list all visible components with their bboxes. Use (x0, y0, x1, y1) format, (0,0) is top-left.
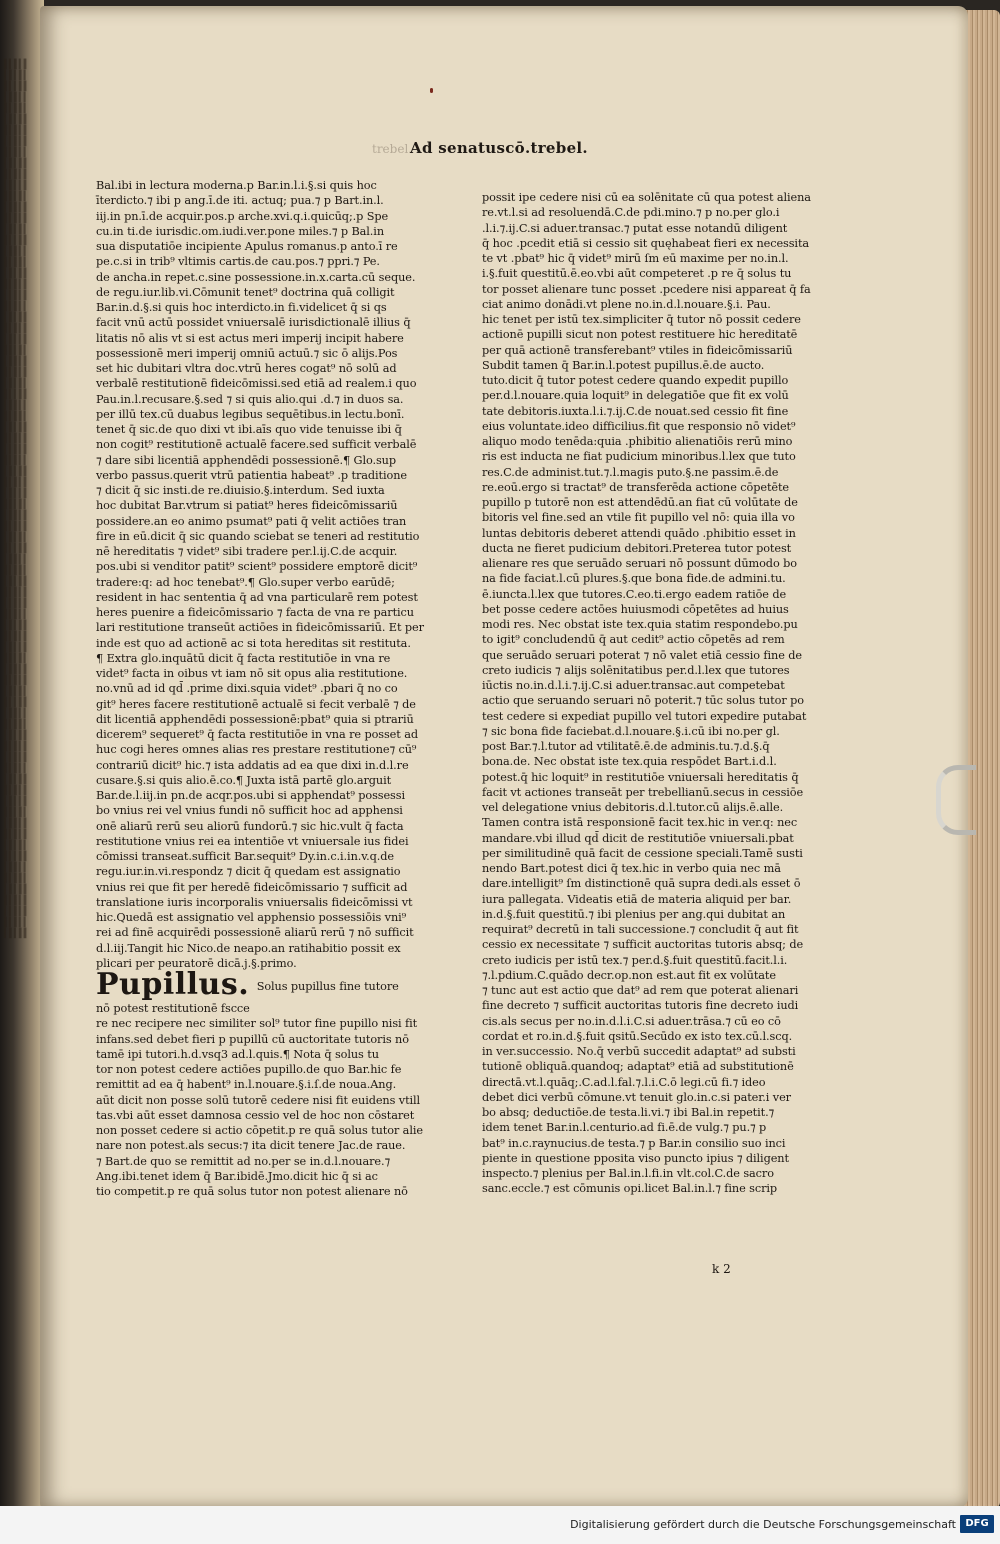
footer-bar (0, 1506, 1000, 1544)
text-line: dit licentiā apphendēdi possessionē:pbat⁹ quia si ptrariū (96, 712, 414, 726)
text-line: Tamen contra istā responsionē facit tex.hic in ver.q: nec (482, 816, 798, 830)
previous-page-edge (0, 0, 44, 1506)
text-line: na fide faciat.l.cū plures.§.que bona fide.de admini.tu. (482, 572, 786, 586)
text-line: non cogit⁹ restitutionē actualē facere.sed sufficit verbalē (96, 438, 417, 452)
text-line: Subdit tamen q̄ Bar.in.l.potest pupillus.ē.de aucto. (482, 358, 765, 372)
text-line: tio competit.p re quā solus tutor non potest alienare nō (96, 1185, 408, 1198)
text-line: restitutione vnius rei ea intentiōe vt vniuersale ius fidei (96, 834, 409, 848)
text-line: potest.q̄ hic loquit⁹ in restitutiōe vniuersali hereditatis q̄ (482, 770, 799, 784)
text-line: translatione iuris incorporalis vniuersalis fideicōmissi vt (96, 895, 413, 909)
text-line: re nec recipere nec similiter sol⁹ tutor fine pupillo nisi fit (96, 1017, 418, 1031)
text-line: cu.in ti.de iurisdic.om.iudi.ver.pone miles.⁊ p Bal.in (96, 224, 384, 238)
left-column-lines (96, 178, 424, 971)
text-line: que seruādo seruari poterat ⁊ nō valet etiā cessio fine de (482, 648, 802, 662)
text-line: infans.sed debet fieri p pupillū cū auctoritate tutoris nō (96, 1032, 409, 1046)
text-line: ris est inducta ne fiat pudicium minoribus.l.lex que tuto (482, 450, 796, 464)
text-line: re.vt.l.si ad resoluendā.C.de pdi.mino.⁊ p no.per glo.i (482, 206, 780, 220)
text-line: tuto.dicit q̄ tutor potest cedere quando expedit pupillo (482, 374, 789, 387)
text-line: onē aliarū rerū seu aliorū fundorū.⁊ sic hic.vult q̄ facta (96, 819, 404, 833)
text-line: tate debitoris.iuxta.l.i.⁊.ij.C.de nouat.sed cessio fit fine (482, 404, 789, 418)
text-line: res.C.de administ.tut.⁊.l.magis puto.§.ne passim.ē.de (482, 465, 779, 479)
text-line: .l.i.⁊.ij.C.si aduer.transac.⁊ putat esse notandū diligent (482, 221, 788, 235)
text-line: in.d.§.fuit questitū.⁊ ibi plenius per ang.qui dubitat an (482, 907, 786, 921)
running-title: Ad senatuscō.trebel. (410, 139, 588, 157)
text-line: test cedere si expediat pupillo vel tutori expedire putabat (482, 709, 807, 723)
text-line: aliquo modo tenēda:quia .phibitio alienatiōis rerū mino (482, 435, 793, 448)
text-line: regu.iur.in.vi.respondz ⁊ dicit q̄ quedam est assignatio (96, 865, 401, 879)
text-line: bo absq; deductiōe.de testa.li.vi.⁊ ibi Bal.in repetit.⁊ (482, 1106, 775, 1119)
text-line: rei ad finē acquirēdi possessionē aliarū rerū ⁊ nō sufficit (96, 926, 414, 940)
text-line: to igit⁹ concludendū q̄ aut cedit⁹ actio cōpetēs ad rem (482, 633, 785, 647)
text-line: directā.vt.l.quāq;.C.ad.l.fal.⁊.l.i.C.ō legi.cū fi.⁊ ideo (482, 1075, 766, 1089)
text-line: nendo Bart.potest dici q̄ tex.hic in verbo quia nec mā (482, 862, 781, 875)
text-line: tamē ipi tutori.h.d.vsq3 ad.l.quis.¶ Nota q̄ solus tu (96, 1047, 379, 1061)
text-line: verbo passus.querit vtrū patientia habeat⁹ .p traditione (96, 468, 407, 482)
text-line: te vt .pbat⁹ hic q̄ videt⁹ mirū ſm eū maxime per no.in.l. (482, 252, 789, 265)
text-line: iūctis no.in.d.l.i.⁊.ij.C.si aduer.transac.aut competebat (482, 679, 785, 692)
text-line: possit ipe cedere nisi cū ea solēnitate cū qua potest aliena (482, 191, 811, 204)
text-line: per.d.l.nouare.quia loquit⁹ in delegatiōe que fit ex volū (482, 389, 789, 403)
text-line: facit vt actiones transeāt per trebellianū.secus in cessiōe (482, 785, 804, 799)
text-line: piente in questione pposita viso puncto ipius ⁊ diligent (482, 1151, 789, 1165)
text-line: per illū tex.cū duabus legibus sequētibus.in lectu.bonī. (96, 407, 405, 421)
text-line: sua disputatiōe incipiente Apulus romanus.p anto.ī re (96, 240, 398, 253)
text-line: īterdicto.⁊ ibi p ang.ī.de iti. actuq; pua.⁊ p Bart.in.l. (96, 194, 384, 208)
text-line: ⁊ tunc aut est actio que dat⁹ ad rem que poterat alienari (482, 984, 799, 997)
text-line: modi res. Nec obstat iste tex.quia statim respondebo.pu (482, 618, 798, 631)
text-line: bat⁹ in.c.raynucius.de testa.⁊ p Bar.in consilio suo inci (482, 1136, 786, 1150)
section-heading-continuation: Solus pupillus fine tutore (256, 980, 399, 993)
text-line: contrariū dicit⁹ hic.⁊ ista addatis ad ea que dixi in.d.l.re (96, 758, 409, 772)
text-line: creto iudicis ⁊ alijs solēnitatibus per.d.l.lex que tutores (482, 663, 790, 677)
text-line: ¶ Extra glo.inquātū dicit q̄ facta restitutiōe in vna re (96, 651, 391, 665)
left-text-column (96, 178, 424, 1199)
section-heading-word: Pupillus. (96, 967, 250, 1002)
right-column-lines (482, 190, 811, 1197)
text-line: hic tenet per istū tex.simpliciter q̄ tutor nō possit cedere (482, 313, 801, 326)
text-line: tor non potest cedere actiōes pupillo.de quo Bar.hic fe (96, 1063, 402, 1076)
text-line: huc cogi heres omnes alias res prestare restitutione⁊ cū⁹ (96, 743, 417, 757)
text-line: nō potest restitutionē fscce (96, 1002, 250, 1015)
signature-mark: k 2 (712, 1262, 731, 1276)
text-line: re.eoū.ergo si tractat⁹ de transferēda actione cōpetēte (482, 480, 790, 494)
text-line: d.l.iij.Tangit hic Nico.de neapo.an ratihabitio possit ex (96, 941, 401, 955)
text-line: Bal.ibi in lectura moderna.p Bar.in.l.i.§.si quis hoc (96, 179, 377, 192)
text-line: bet posse cedere actōes huiusmodi cōpetētes ad huius (482, 602, 789, 616)
text-line: inspecto.⁊ plenius per Bal.in.l.fi.in vlt.col.C.de sacro (482, 1167, 774, 1180)
text-line: facit vnū actū possidet vniuersalē iurisdictionalē illius q̄ (96, 316, 411, 330)
text-line: debet dici verbū cōmune.vt tenuit glo.in.c.si pater.i ver (482, 1090, 791, 1104)
text-line: fire in eū.dicit q̄ sic quando sciebat se teneri ad restitutio (96, 529, 420, 543)
text-line: heres puenire a fideicōmissario ⁊ facta de vna re particu (96, 606, 414, 619)
text-line: cōmissi transeat.sufficit Bar.sequit⁹ Dy.in.c.i.in.v.q.de (96, 850, 395, 863)
right-text-column (482, 190, 811, 1197)
previous-page-text-fragment: ▌▍▌▍▌ ▍▌▍▌▍ ▌▍▍▌▌ ▍▌▌▍▍ ▌▍▌▌▍ ▍▌▍▌▌ ▌▍▌▍▌ ▍▍▌▍▌ ▌▍▌▍▍ ▍▌▍▌▌ ▌▍▌▍▌ ▍▌▍▍▌ ▌▌▍▌▍ ▍▌▌▍▌ ▌▍▌▍▌ ▍▌▍▌▍ ▌▍▍▌▌ ▍▌▌▍▍ ▌▍▌▌▍ ▍▌▍▌▌ ▌▍▌▍▌ ▍▍▌▍▌ ▌▍▌▍▍ ▍▌▍▌▌ ▌▍▌▍▌ ▍▌▍▍▌ ▌▌▍▌▍ ▍▌▌▍▌ ▌▍▌▍▌ ▍▌▍▌▍ ▌▍▍▌▌ ▍▌▌▍▍ ▌▍▌▌▍ ▍▌▍▌▌ ▌▍▌▍▌ ▍▍▌▍▌ ▌▍▌▍▍ ▍▌▍▌▌ ▌▍▌▍▌ ▍▌▍▍▌ ▌▌▍▌▍ ▍▌▌▍▌ ▌▍▌▍▌ ▍▌▍▌▍ ▌▍▍▌▌ ▍▌▌▍▍ ▌▍▌▌▍ ▍▌▍▌▌ ▌▍▌▍▌ ▍▍▌▍▌ ▌▍▌▍▍ ▍▌▍▌▌ ▌▍▌▍▌ ▍▌▍▍▌ ▌▌▍▌▍ ▍▌▌▍▌ ▌▍▌▍▌ ▍▌▍▌▍ ▌▍▍▌▌ ▍▌▌▍▍ ▌▍▌▌▍ ▍▌▍▌▌ ▌▍▌▍▌ ▍▍▌▍▌ ▌▍▌▍▍ ▍▌▍▌▌ ▌▍▌▍▌ ▍▌▍▍▌ ▌▌▍▌▍ ▍▌▌▍▌ ▌▍▌▍▌ ▍▌▍▌▍ ▌▍▍▌▌ ▍▌▌▍▍ ▌▍▌▌▍ ▍▌▍▌▌ ▌▍▌▍▌ ▍▍▌▍▌ ▌▍▌▍▍ ▍▌▍▌▌ (4, 60, 29, 939)
text-line: de regu.iur.lib.vi.Cōmunit tenet⁹ doctrina quā colligit (96, 285, 395, 299)
text-line: creto iudicis per istū tex.⁊ per.d.§.fuit questitū.facit.l.i. (482, 953, 788, 967)
text-line: eius voluntate.ideo difficilius.fit que responsio nō videt⁹ (482, 419, 796, 433)
text-line: litatis nō alis vt si est actus meri imperij incipit habere (96, 331, 404, 345)
text-line: possidere.an eo animo psumat⁹ pati q̄ velit actiōes tran (96, 514, 407, 528)
text-line: nare non potest.als secus:⁊ ita dicit tenere Jac.de raue. (96, 1139, 406, 1153)
text-line: pos.ubi si venditor patit⁹ scient⁹ possidere emptorē dicit⁹ (96, 560, 418, 574)
text-line: tutionē obliquā.quandoq; adaptat⁹ etiā ad substitutionē (482, 1060, 794, 1074)
text-line: sanc.eccle.⁊ est cōmunis opi.licet Bal.in.l.⁊ fine scrip (482, 1182, 778, 1196)
text-line: mandare.vbi illud qd̄ dicit de restitutiōe vniuersali.pbat (482, 831, 794, 845)
text-line: pe.c.si in trib⁹ vltimis cartis.de cau.pos.⁊ ppri.⁊ Pe. (96, 255, 380, 269)
text-line: tas.vbi aūt esset damnosa cessio vel de hoc non cōstaret (96, 1108, 415, 1122)
text-line: aūt dicit non posse solū tutorē cedere nisi fit euidens vtill (96, 1093, 421, 1107)
text-line: cessio ex necessitate ⁊ sufficit auctoritas tutoris absq; de (482, 938, 804, 952)
text-line: possessionē meri imperij omniū actuū.⁊ sic ō alijs.Pos (96, 346, 398, 360)
text-line: ciat animo donādi.vt plene no.in.d.l.nouare.§.i. Pau. (482, 297, 771, 311)
text-line: tor posset alienare tunc posset .pcedere nisi appareat q̄ fa (482, 282, 811, 296)
text-line: cusare.§.si quis alio.ē.co.¶ Juxta istā partē glo.arguit (96, 773, 392, 787)
text-line: Pau.in.l.recusare.§.sed ⁊ si quis alio.qui .d.⁊ in duos sa. (96, 392, 404, 406)
text-line: bitoris vel fine.sed an vtile fit pupillo vel nō: quia illa vo (482, 511, 795, 525)
text-line: Bar.in.d.§.si quis hoc interdicto.in fi.videlicet q̄ si qs (96, 301, 387, 314)
text-line: in ver.successio. No.q̄ verbū succedit adaptat⁹ ad substi (482, 1045, 796, 1058)
page-clip (936, 765, 976, 835)
text-line: iij.in pn.ī.de acquir.pos.p arche.xvi.q.i.quicūq;.p Spe (96, 209, 389, 223)
text-line: cis.als secus per no.in.d.l.i.C.si aduer.trāsa.⁊ cū eo cō (482, 1014, 781, 1028)
text-line: q̄ hoc .pcedit etiā si cessio sit quęhabeat fieri ex necessita (482, 236, 810, 250)
text-line: de ancha.in repet.c.sine possessione.in.x.carta.cū seque. (96, 270, 416, 284)
left-column-lines-after-heading (96, 1001, 423, 1199)
text-line: i.§.fuit questitū.ē.eo.vbi aūt competeret .p re q̄ solus tu (482, 267, 792, 281)
text-line: bo vnius rei vel vnius fundi nō sufficit hoc ad apphensi (96, 804, 403, 818)
text-line: verbalē restitutionē fideicōmissi.sed etiā ad realem.i quo (96, 377, 417, 391)
text-line: ē.iuncta.l.lex que tutores.C.eo.ti.ergo eadem ratiōe de (482, 587, 787, 601)
text-line: videt⁹ facta in oibus vt iam nō sit opus alia restitutione. (96, 667, 408, 680)
text-line: tradere:q: ad hoc tenebat⁹.¶ Glo.super verbo earūdē; (96, 575, 395, 589)
ink-mark (430, 88, 433, 93)
text-line: hoc dubitat Bar.vtrum si patiat⁹ heres fideicōmissariū (96, 499, 398, 513)
text-line: ⁊ sic bona fide faciebat.d.l.nouare.§.i.cū ibi no.per gl. (482, 724, 780, 738)
text-line: per similitudinē quā facit de cessione speciali.Tamē susti (482, 846, 803, 860)
text-line: ⁊ Bart.de quo se remittit ad no.per se in.d.l.nouare.⁊ (96, 1154, 390, 1168)
text-line: fine decreto ⁊ sufficit auctoritas tutoris fine decreto iudi (482, 999, 799, 1013)
section-heading-line (96, 967, 414, 1002)
text-line: inde est quo ad actionē ac si tota hereditas sit restituta. (96, 636, 411, 650)
text-line: Bar.de.l.iij.in pn.de acqr.pos.ubi si apphendat⁹ possessi (96, 789, 405, 802)
text-line: dicerem⁹ sequeret⁹ q̄ facta restitutiōe in vna re posset ad (96, 728, 418, 741)
text-line: tenet q̄ sic.de quo dixi vt ibi.aīs quo vide tenuisse ibi q̄ (96, 423, 402, 436)
text-line: ⁊.l.pdium.C.quādo decr.op.non est.aut fit ex volūtate (482, 968, 776, 982)
funding-credit: Digitalisierung gefördert durch die Deutsche Forschungsgemeinschaft (570, 1518, 956, 1531)
text-line: Ang.ibi.tenet idem q̄ Bar.ibidē.Jmo.dicit hic q̄ si ac (96, 1169, 378, 1183)
text-line: no.vnū ad id qd̄ .prime dixi.squia videt⁹ .pbari q̄ no co (96, 682, 398, 696)
text-line: resident in hac sententia q̄ ad vna particularē rem potest (96, 590, 418, 604)
text-line: set hic dubitari vltra doc.vtrū heres cogat⁹ nō solū ad (96, 362, 397, 375)
text-line: post Bar.⁊.l.tutor ad vtilitatē.ē.de adminis.tu.⁊.d.§.q̄ (482, 740, 770, 753)
text-line: nē hereditatis ⁊ videt⁹ sibi tradere per.l.ij.C.de acquir. (96, 545, 398, 558)
text-line: hic.Quedā est assignatio vel apphensio possessiōis vni⁹ (96, 911, 407, 924)
text-line: idem tenet Bar.in.l.centurio.ad fi.ē.de vulg.⁊ pu.⁊ p (482, 1121, 767, 1135)
text-line: non posset cedere si actio cōpetit.p re quā solus tutor alie (96, 1124, 423, 1137)
header-show-through: trebel. (372, 142, 413, 156)
text-line: plicari per peuratorē dicā.j.§.primo. (96, 956, 297, 970)
text-line: cordat et ro.in.d.§.fuit qsitū.Secūdo ex isto tex.cū.l.scq. (482, 1029, 793, 1043)
text-line: actionē pupilli sicut non potest restituere hic hereditatē (482, 328, 798, 342)
text-line: luntas debitoris deberet attendi quādo .phibitio esset in (482, 526, 796, 540)
text-line: dare.intelligit⁹ ſm distinctionē quā supra dedi.als esset ō (482, 877, 801, 891)
text-line: remittit ad ea q̄ habent⁹ in.l.nouare.§.i.ſ.de noua.Ang. (96, 1078, 397, 1092)
text-line: vel delegatione vnius debitoris.d.l.tutor.cū alijs.ē.alle. (482, 801, 784, 814)
text-line: iura pallegata. Videatis etiā de materia aliquid per bar. (482, 892, 792, 906)
dfg-logo: DFG (960, 1515, 994, 1533)
text-line: pupillo p tutorē non est attendēdū.an fiat cū volūtate de (482, 496, 798, 509)
text-line: actio que seruando seruari nō poterit.⁊ tūc solus tutor po (482, 694, 804, 708)
text-line: lari restitutione transeūt actiōes in fideicōmissariū. Et per (96, 621, 424, 635)
text-line: requirat⁹ decretū in tali successione.⁊ concludit q̄ aut fit (482, 923, 799, 936)
text-line: ducta ne fieret pudicium debitori.Preterea tutor potest (482, 541, 792, 555)
text-line: ⁊ dare sibi licentiā apphendēdi possessionē.¶ Glo.sup (96, 453, 396, 467)
text-line: git⁹ heres facere restitutionē actualē si fecit verbalē ⁊ de (96, 697, 416, 711)
text-line: per quā actionē transferebant⁹ vtiles in fideicōmissariū (482, 343, 793, 357)
text-line: bona.de. Nec obstat iste tex.quia respōdet Bart.i.d.l. (482, 755, 777, 769)
text-line: vnius rei que fit per heredē fideicōmissario ⁊ sufficit ad (96, 880, 408, 894)
text-line: ⁊ dicit q̄ sic insti.de re.diuisio.§.interdum. Sed iuxta (96, 484, 385, 497)
text-line: alienare res que seruādo seruari nō possunt dūmodo bo (482, 557, 797, 570)
